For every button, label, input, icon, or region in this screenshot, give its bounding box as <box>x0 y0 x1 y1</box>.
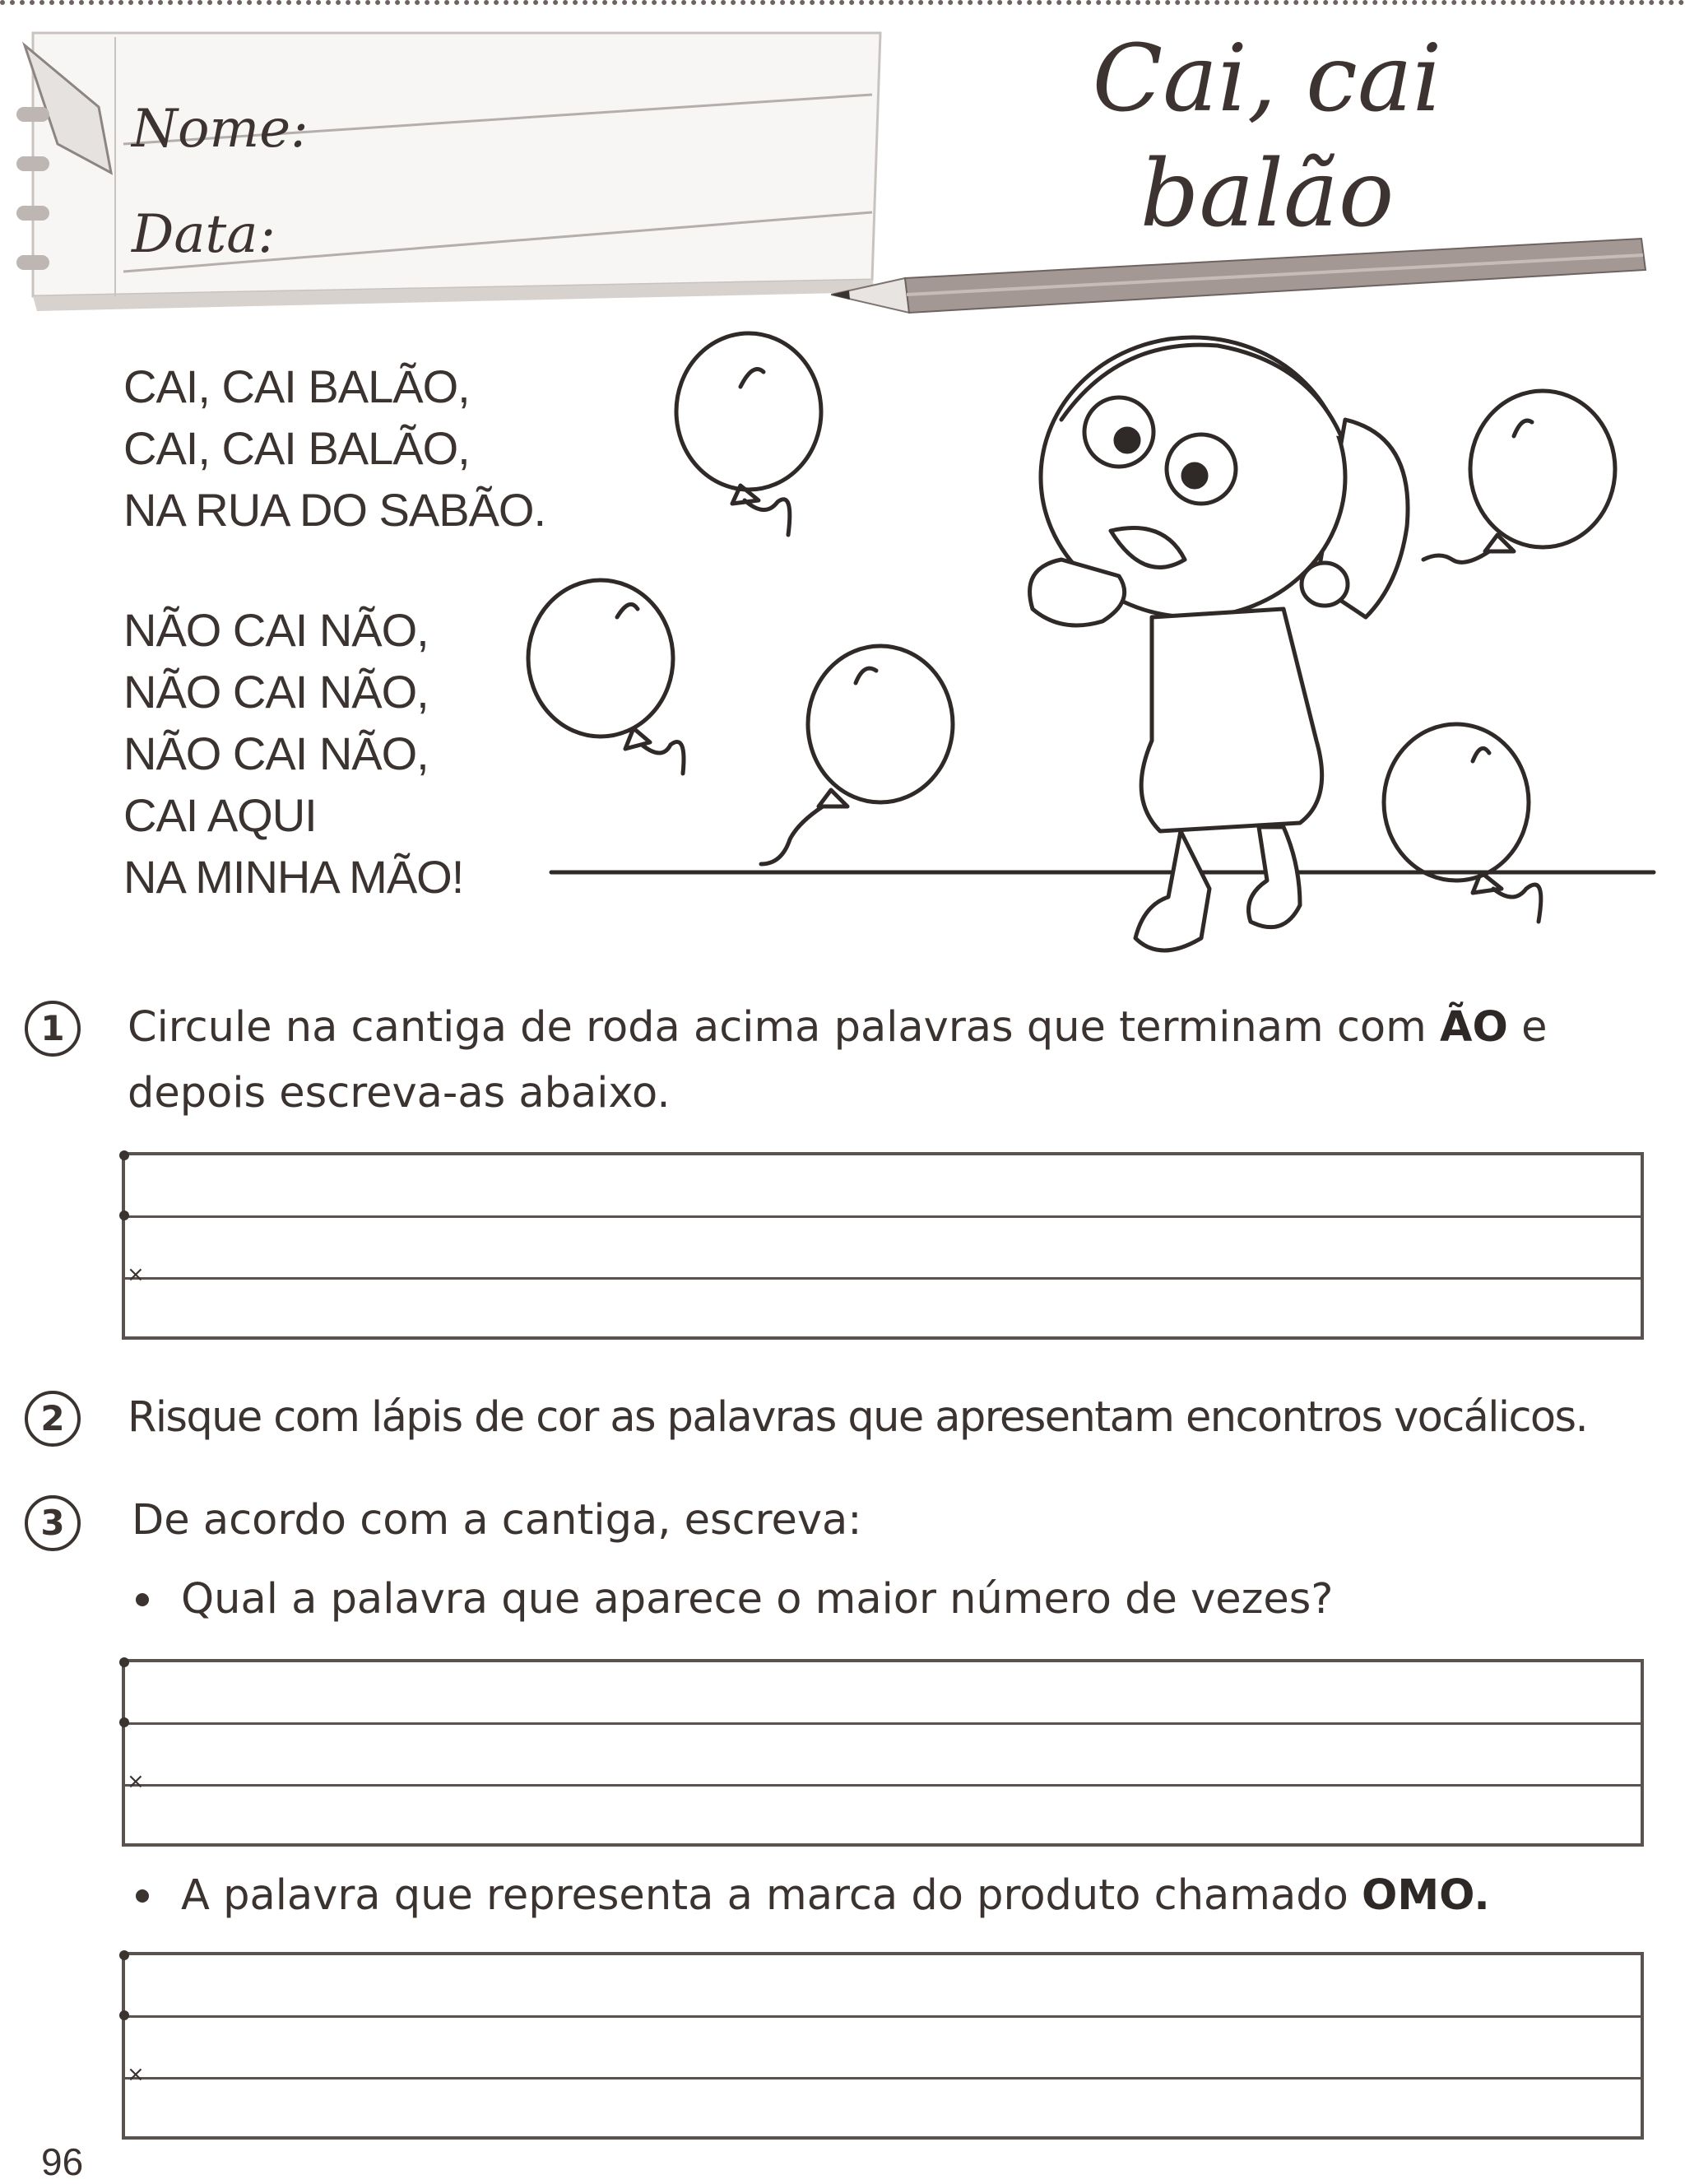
guide-dot-icon <box>119 1657 129 1667</box>
question-1-text-part2: e <box>1507 1003 1548 1052</box>
question-2-text: Risque com lápis de cor as palavras que apresentam encontros vocálicos. <box>128 1393 1588 1442</box>
question-number-2: 2 <box>25 1391 81 1447</box>
writing-line <box>125 1722 1641 1725</box>
balloon-icon <box>1423 391 1615 562</box>
guide-dot-icon <box>119 2010 129 2020</box>
question-1-text-line2: depois escreva-as abaixo. <box>128 1069 671 1118</box>
question-1-bold: ÃO <box>1440 1003 1508 1052</box>
balloon-icon <box>761 646 953 864</box>
girl-balloons-illustration <box>494 313 1662 987</box>
writing-line <box>125 2077 1641 2079</box>
bullet-icon <box>136 1593 149 1606</box>
poem-line: CAI AQUI <box>123 789 317 841</box>
date-label: Data: <box>132 204 276 265</box>
answer-box-2[interactable] <box>122 1659 1644 1847</box>
guide-dot-icon <box>119 1210 129 1220</box>
poem-line: NA MINHA MÃO! <box>123 851 464 903</box>
question-3-bullet-2 <box>181 1866 1662 1926</box>
guide-dot-icon <box>119 1717 129 1727</box>
poem-line: NA RUA DO SABÃO. <box>123 484 546 536</box>
writing-line <box>125 2015 1641 2018</box>
question-1-text-part1: Circule na cantiga de roda acima palavras que terminam com <box>128 1003 1441 1052</box>
guide-dot-icon <box>119 1950 129 1960</box>
answer-box-3[interactable] <box>122 1952 1644 2140</box>
writing-line <box>125 1215 1641 1218</box>
question-1-text <box>128 998 1666 1057</box>
name-date-card <box>0 0 905 329</box>
poem-line: NÃO CAI NÃO, <box>123 727 429 779</box>
guide-x-icon: × <box>127 1769 145 1794</box>
balloon-icon <box>528 580 684 774</box>
poem-line: CAI, CAI BALÃO, <box>123 422 470 474</box>
guide-x-icon: × <box>127 1262 145 1287</box>
poem-line: NÃO CAI NÃO, <box>123 604 429 656</box>
question-3-bullet-2-text: A palavra que representa a marca do produto chamado <box>181 1871 1362 1920</box>
poem-line: CAI, CAI BALÃO, <box>123 360 470 412</box>
girl-figure <box>1030 337 1409 950</box>
bullet-icon <box>136 1889 149 1903</box>
balloon-icon <box>1384 724 1541 922</box>
question-3-bullet-1: Qual a palavra que aparece o maior número de vezes? <box>181 1575 1334 1624</box>
question-number-1: 1 <box>25 1001 81 1057</box>
pencil-icon <box>831 230 1654 321</box>
writing-line <box>125 1784 1641 1787</box>
name-label: Nome: <box>132 99 309 160</box>
question-3-text: De acordo com a cantiga, escreva: <box>132 1496 862 1545</box>
title-line1: Cai, cai <box>1092 26 1442 132</box>
writing-line <box>125 1277 1641 1280</box>
guide-dot-icon <box>119 1150 129 1160</box>
question-3-bullet-2-bold: OMO. <box>1362 1871 1490 1920</box>
answer-box-1[interactable] <box>122 1152 1644 1340</box>
guide-x-icon: × <box>127 2062 145 2087</box>
balloon-icon <box>676 333 821 535</box>
question-number-3: 3 <box>25 1495 81 1551</box>
poem-line: NÃO CAI NÃO, <box>123 666 429 718</box>
page-number: 96 <box>41 2140 84 2183</box>
title-line2: balão <box>1140 141 1395 248</box>
